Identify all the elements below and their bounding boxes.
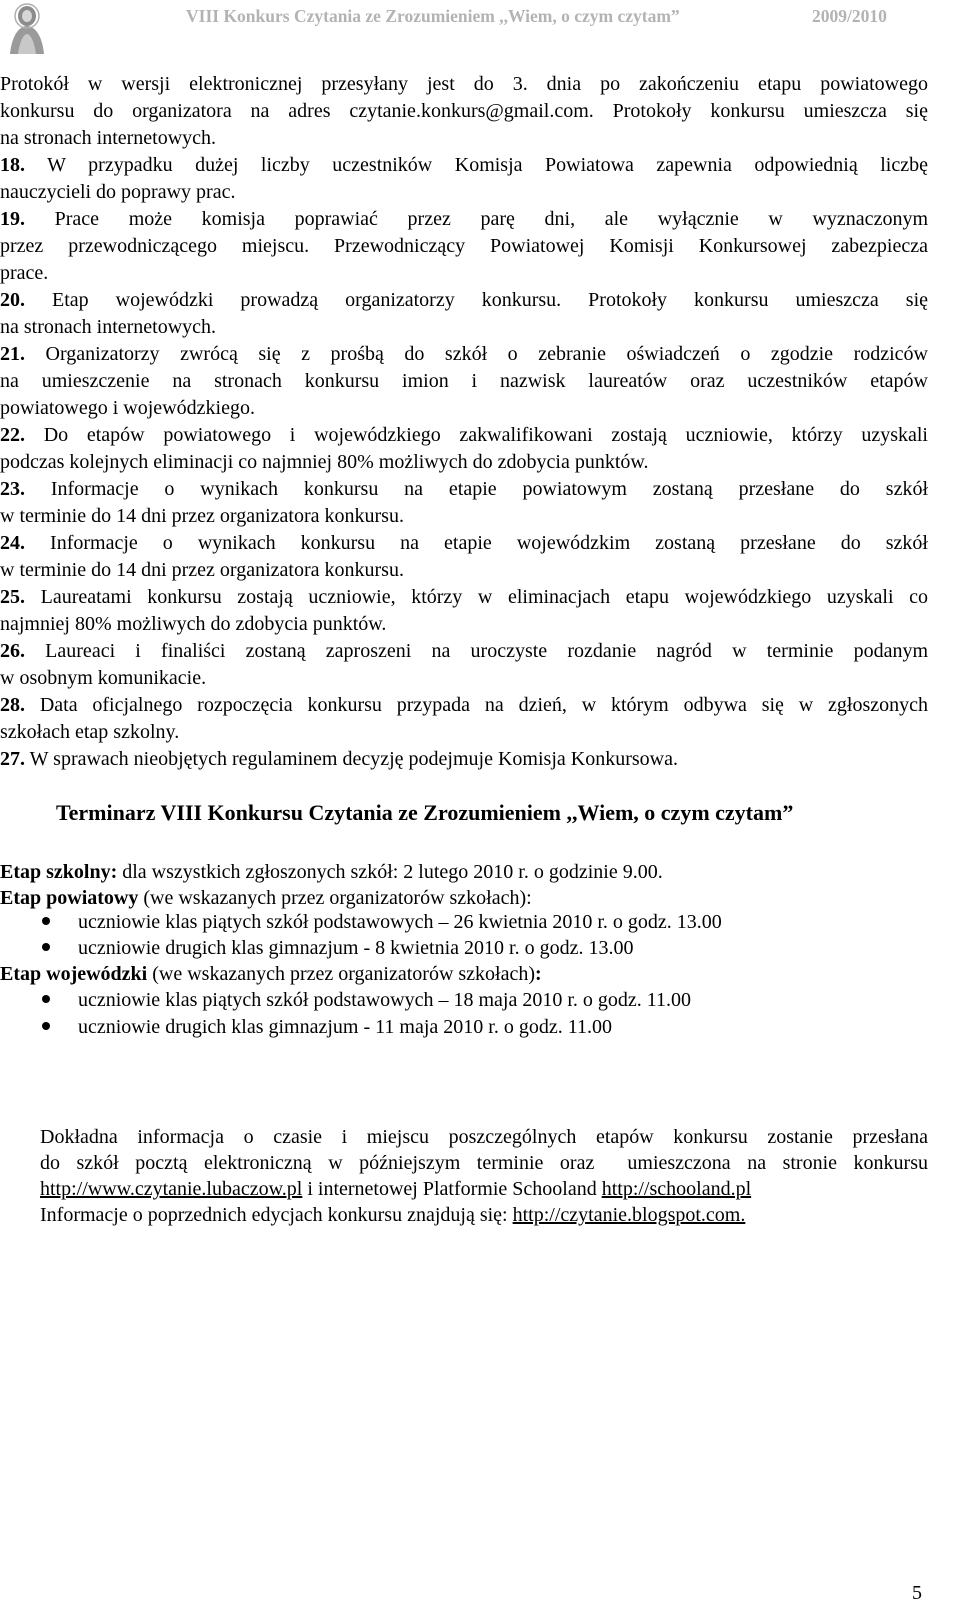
footer-info-line-1: Dokładna informacja o czasie i miejscu poszczególnych etapów konkursu zostanie przesłana	[40, 1126, 928, 1148]
rule-28-line-2: szkołach etap szkolny.	[0, 721, 180, 743]
rule-number: 20.	[0, 289, 25, 311]
rule-26-line-2: w osobnym komunikacie.	[0, 667, 207, 689]
rule-28-line-1	[0, 692, 928, 718]
page-header	[0, 0, 960, 46]
rule-number: 18.	[0, 154, 25, 176]
rule-text: Data oficjalnego rozpoczęcia konkursu przypada na dzień, w którym odbywa się w zgłoszonych	[25, 694, 928, 716]
rule-text: Prace może komisja poprawiać przez parę dni, ale wyłącznie w wyznaczonym	[25, 208, 928, 230]
rule-20-line-1	[0, 287, 928, 313]
rule-21-line-3: powiatowego i wojewódzkiego.	[0, 397, 255, 419]
schedule-title: Terminarz VIII Konkursu Czytania ze Zrozumieniem ,,Wiem, o czym czytam”	[56, 800, 794, 825]
website-link[interactable]: http://www.czytanie.lubaczow.pl	[40, 1178, 303, 1200]
voivodeship-item-2: uczniowie drugich klas gimnazjum - 11 maja 2010 r. o godz. 11.00	[78, 1016, 612, 1038]
rule-number: 24.	[0, 532, 25, 554]
footer-info-line-3	[40, 1176, 751, 1202]
page-number: 5	[912, 1582, 922, 1604]
voivodeship-stage-colon: :	[535, 963, 542, 985]
rule-number: 27.	[0, 748, 25, 770]
school-stage-line	[0, 859, 663, 885]
rule-22-line-1	[0, 422, 928, 448]
rule-continuation-line-3: na stronach internetowych.	[0, 127, 217, 149]
rule-number: 28.	[0, 694, 25, 716]
rule-24-line-1	[0, 530, 928, 556]
rule-18-line-2: nauczycieli do poprawy prac.	[0, 181, 236, 203]
rule-23-line-2: w terminie do 14 dni przez organizatora konkursu.	[0, 505, 404, 527]
blog-link[interactable]: http://czytanie.blogspot.com.	[512, 1204, 746, 1226]
header-title: VIII Konkurs Czytania ze Zrozumieniem ,,Wiem, o czym czytam”	[186, 6, 680, 26]
bullet-icon	[42, 995, 50, 1003]
rule-19-line-2: przez przewodniczącego miejscu. Przewodniczący Powiatowej Komisji Konkursowej zabezpiecza	[0, 235, 928, 257]
rule-continuation-line-1: Protokół w wersji elektronicznej przesyłany jest do 3. dnia po zakończeniu etapu powiatowego	[0, 73, 928, 95]
bullet-icon	[42, 943, 50, 951]
county-stage-label: Etap powiatowy	[0, 887, 139, 909]
previous-editions-text: Informacje o poprzednich edycjach konkursu znajdują się:	[40, 1204, 513, 1226]
county-item-1: uczniowie klas piątych szkół podstawowych – 26 kwietnia 2010 r. o godz. 13.00	[78, 911, 722, 933]
voivodeship-stage-label: Etap wojewódzki	[0, 963, 148, 985]
rule-text: Informacje o wynikach konkursu na etapie wojewódzkim zostaną przesłane do szkół	[25, 532, 928, 554]
bullet-icon	[42, 917, 50, 925]
rule-23-line-1	[0, 476, 928, 502]
county-stage-text: (we wskazanych przez organizatorów szkołach):	[138, 887, 532, 909]
rule-27-line-1	[0, 746, 678, 772]
county-item-2: uczniowie drugich klas gimnazjum - 8 kwietnia 2010 r. o godz. 13.00	[78, 937, 634, 959]
rule-text: W przypadku dużej liczby uczestników Komisja Powiatowa zapewnia odpowiednią liczbę	[25, 154, 928, 176]
rule-text: Organizatorzy zwrócą się z prośbą do szkół o zebranie oświadczeń o zgodzie rodziców	[25, 343, 928, 365]
rule-25-line-1	[0, 584, 928, 610]
bullet-icon	[42, 1022, 50, 1030]
rule-19-line-3: prace.	[0, 262, 49, 284]
rule-20-line-2: na stronach internetowych.	[0, 316, 217, 338]
rule-19-line-1	[0, 206, 928, 232]
header-year: 2009/2010	[812, 6, 887, 26]
rule-text: Laureatami konkursu zostają uczniowie, którzy w eliminacjach etapu wojewódzkiego uzyskali co	[25, 586, 928, 608]
rule-24-line-2: w terminie do 14 dni przez organizatora konkursu.	[0, 559, 404, 581]
voivodeship-stage-line	[0, 961, 542, 987]
rule-18-line-1	[0, 152, 928, 178]
footer-info-line-2: do szkół pocztą elektroniczną w późniejszym terminie oraz umieszczona na stronie konkursu	[40, 1152, 928, 1174]
rule-25-line-2: najmniej 80% możliwych do zdobycia punktów.	[0, 613, 387, 635]
voivodeship-stage-text: (we wskazanych przez organizatorów szkołach)	[147, 963, 536, 985]
rule-continuation-line-2: konkursu do organizatora na adres czytanie.konkurs@gmail.com. Protokoły konkursu umieszcza się	[0, 100, 928, 122]
school-stage-label: Etap szkolny:	[0, 861, 118, 883]
rule-text: Informacje o wynikach konkursu na etapie powiatowym zostaną przesłane do szkół	[25, 478, 928, 500]
rule-number: 19.	[0, 208, 25, 230]
rule-21-line-1	[0, 341, 928, 367]
rule-text: W sprawach nieobjętych regulaminem decyzję podejmuje Komisja Konkursowa.	[25, 748, 678, 770]
rule-number: 23.	[0, 478, 25, 500]
rule-number: 21.	[0, 343, 25, 365]
rule-text: Laureaci i finaliści zostaną zaproszeni na uroczyste rozdanie nagród w terminie podanym	[25, 640, 928, 662]
rule-text: Etap wojewódzki prowadzą organizatorzy konkursu. Protokoły konkursu umieszcza się	[25, 289, 928, 311]
rule-text: Do etapów powiatowego i wojewódzkiego zakwalifikowani zostają uczniowie, którzy uzyskali	[25, 424, 928, 446]
footer-info-mid-text: i internetowej Platformie Schooland	[302, 1178, 602, 1200]
rule-26-line-1	[0, 638, 928, 664]
rule-number: 25.	[0, 586, 25, 608]
rule-number: 22.	[0, 424, 25, 446]
rule-number: 26.	[0, 640, 25, 662]
school-stage-text: dla wszystkich zgłoszonych szkół: 2 lutego 2010 r. o godzinie 9.00.	[117, 861, 663, 883]
footer-info-line-4	[40, 1202, 745, 1228]
rule-21-line-2: na umieszczenie na stronach konkursu imion i nazwisk laureatów oraz uczestników etapów	[0, 370, 928, 392]
rule-22-line-2: podczas kolejnych eliminacji co najmniej 80% możliwych do zdobycia punktów.	[0, 451, 649, 473]
county-stage-line	[0, 885, 532, 911]
religious-figure-logo-icon	[2, 2, 52, 54]
voivodeship-item-1: uczniowie klas piątych szkół podstawowych – 18 maja 2010 r. o godz. 11.00	[78, 989, 692, 1011]
schooland-link[interactable]: http://schooland.pl	[601, 1178, 752, 1200]
